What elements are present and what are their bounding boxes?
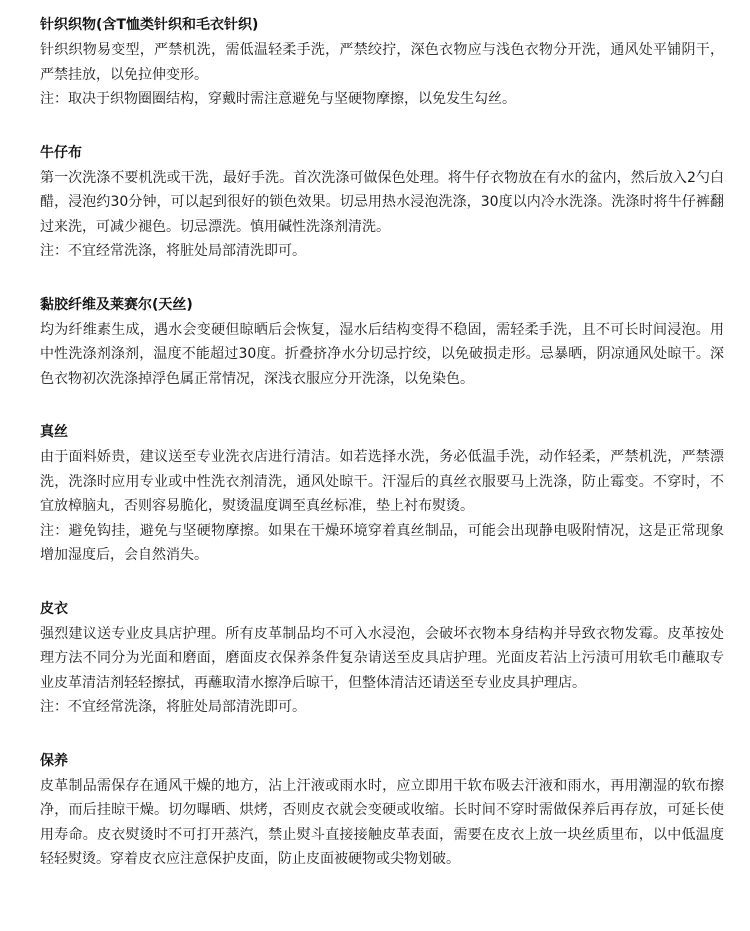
- section-title: 黏胶纤维及莱赛尔(天丝): [40, 296, 193, 313]
- section-body: 第一次洗涤不要机洗或干洗，最好手洗。首次洗涤可做保色处理。将牛仔衣物放在有水的盆内，然后放入2勺白醋，浸泡约30分钟，可以起到很好的锁色效果。切忌用热水浸泡洗涤，30度以内冷水洗涤。洗涤时将牛仔裤翻过来洗，可减少褪色。切忌漂洗。慎用碱性洗涤剂清洗。: [40, 169, 724, 235]
- section-knit-fabric: [40, 13, 724, 112]
- section-body: 针织织物易变型，严禁机洗，需低温轻柔手洗，严禁绞拧，深色衣物应与浅色衣物分开洗，通风处平铺阴干，严禁挂放，以免拉伸变形。: [40, 42, 724, 83]
- section-body: 皮革制品需保存在通风干燥的地方，沾上汗液或雨水时，应立即用干软布吸去汗液和雨水，再用潮湿的软布擦净，而后挂晾干燥。切勿曝晒、烘烤，否则皮衣就会变硬或收缩。长时间不穿时需做保养后再存放，可延长使用寿命。皮衣熨烫时不可打开蒸汽，禁止熨斗直接接触皮革表面，需要在皮衣上放一块丝质里布，以中低温度轻轻熨烫。穿着皮衣应注意保护皮面，防止皮面被硬物或尖物划破。: [40, 777, 724, 867]
- section-title: 真丝: [40, 424, 68, 440]
- section-body: 强烈建议送专业皮具店护理。所有皮革制品均不可入水浸泡，会破坏衣物本身结构并导致衣物发霉。皮革按处理方法不同分为光面和磨面，磨面皮衣保养条件复杂请送至皮具店护理。光面皮若沾上污渍可用软毛巾蘸取专业皮革清洁剂轻轻擦拭，再蘸取清水擦净后晾干，但整体清洁还请送至专业皮具护理店。: [40, 625, 724, 691]
- section-viscose-lyocell: [40, 293, 724, 392]
- section-denim: [40, 141, 724, 264]
- section-title: 针织织物(含T恤类针织和毛衣针织): [40, 17, 259, 33]
- section-body: 由于面料娇贵，建议送至专业洗衣店进行清洁。如若选择水洗，务必低温手洗，动作轻柔，严禁机洗，严禁漂洗，洗涤时应用专业或中性洗衣剂清洗，通风处晾干。汗湿后的真丝衣服要马上洗涤，防止霉变。不穿时，不宜放樟脑丸，否则容易脆化，熨烫温度调至真丝标准，垫上衬布熨烫。: [40, 449, 724, 514]
- section-note: 注：取决于织物圈圈结构，穿戴时需注意避免与坚硬物摩擦，以免发生勾丝。: [40, 91, 516, 107]
- section-leather: [40, 597, 724, 720]
- section-maintenance: [40, 749, 724, 872]
- section-body: 均为纤维素生成，遇水会变硬但晾晒后会恢复，湿水后结构变得不稳固，需轻柔手洗，且不可长时间浸泡。用中性洗涤剂涤剂，温度不能超过30度。折叠挤净水分切忌拧绞，以免破损走形。忌暴晒，阴凉通风处晾干。深色衣物初次洗涤掉浮色属正常情况，深浅衣服应分开洗涤，以免染色。: [40, 321, 724, 387]
- section-note: 注：不宜经常洗涤，将脏处局部清洗即可。: [40, 243, 306, 259]
- section-note: 注：不宜经常洗涤，将脏处局部清洗即可。: [40, 699, 306, 715]
- section-title: 保养: [40, 752, 68, 769]
- section-silk: [40, 420, 724, 568]
- section-note: 注：避免钩挂，避免与坚硬物摩擦。如果在干燥环境穿着真丝制品，可能会出现静电吸附情况，这是正常现象增加湿度后，会自然消失。: [40, 522, 724, 563]
- section-title: 皮衣: [40, 600, 68, 617]
- section-title: 牛仔布: [40, 144, 82, 161]
